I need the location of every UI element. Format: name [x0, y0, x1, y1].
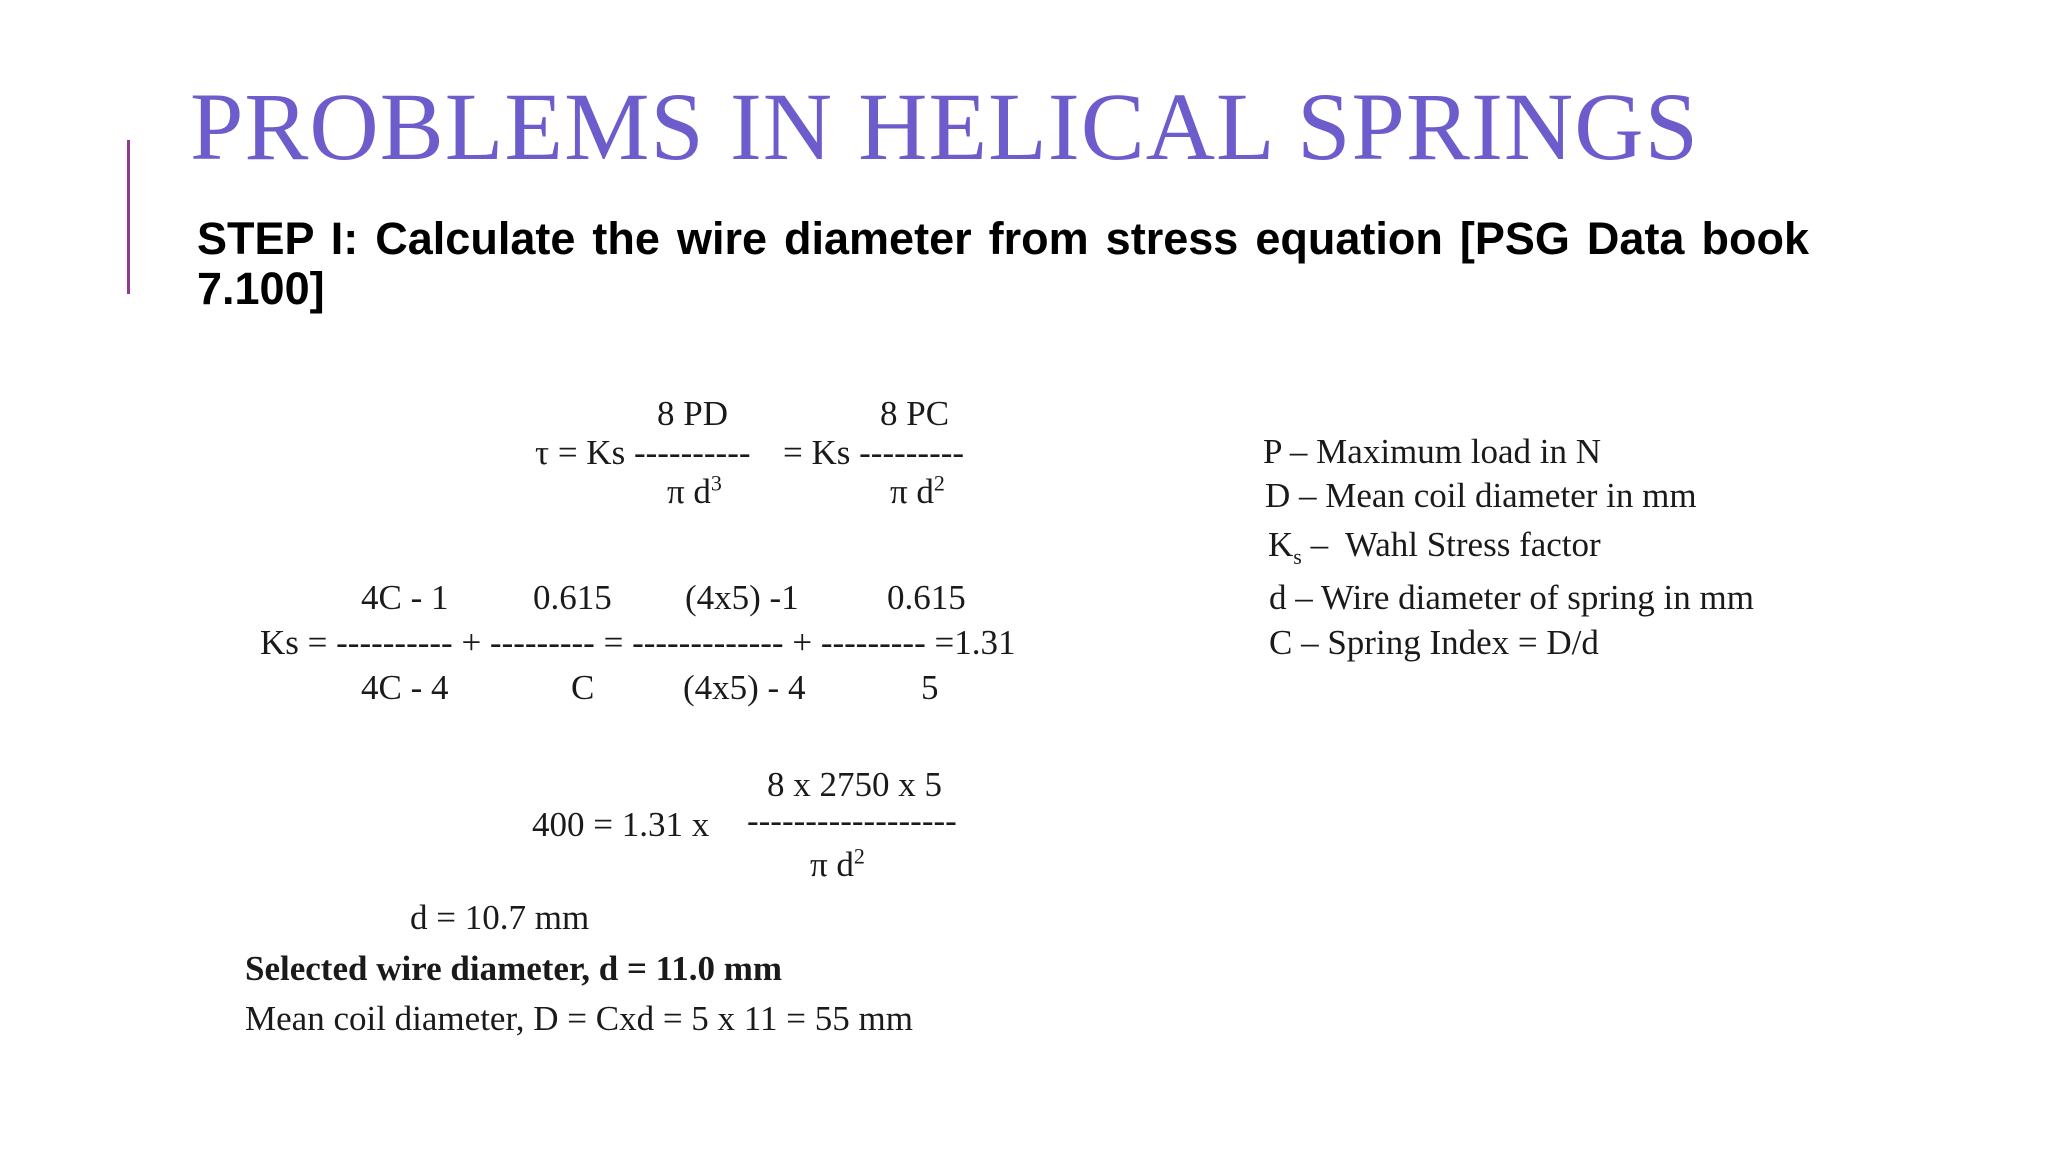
slide-accent-bar: [127, 140, 130, 294]
eq1-numerator-pc: 8 PC: [880, 394, 950, 433]
eq2-numerator-4: 0.615: [887, 578, 966, 617]
slide-title: PROBLEMS IN HELICAL SPRINGS: [190, 73, 1699, 180]
eq1-denominator-2: π $d^2$: [890, 470, 945, 511]
selected-diameter: Selected wire diameter, d = 11.0 mm: [245, 949, 783, 988]
mean-coil-diameter: Mean coil diameter, D = Cxd = 5 x 11 = 55 mm: [245, 999, 913, 1038]
eq2-denominator-4: 5: [921, 668, 939, 707]
step-heading: STEP I: Calculate the wire diameter from stress equation [PSG Data book 7.100]: [197, 213, 1809, 314]
result-line: d = 10.7 mm: [410, 898, 590, 937]
eq3-denominator: π $d^2$: [810, 843, 865, 884]
eq2-denominator-1: 4C - 4: [361, 668, 449, 707]
eq2-denominator-2: C: [571, 668, 595, 707]
legend-ks: $K_s$ – Wahl Stress factor: [1268, 525, 1601, 569]
eq2-denominator-3: (4x5) - 4: [683, 668, 806, 707]
legend-c: C – Spring Index = D/d: [1269, 623, 1599, 662]
eq1-lhs: τ = Ks ----------: [535, 433, 751, 472]
eq1-numerator-pd: 8 PD: [657, 394, 728, 433]
eq1-denominator-1: π $d^3$: [667, 470, 722, 511]
legend-d-wire: d – Wire diameter of spring in mm: [1269, 578, 1754, 617]
eq2-numerator-3: (4x5) -1: [685, 578, 799, 617]
eq2-numerator-1: 4C - 1: [361, 578, 449, 617]
eq1-middle: = Ks ---------: [783, 433, 965, 472]
eq3-numerator: 8 x 2750 x 5: [767, 765, 942, 804]
equation-image: [245, 380, 1840, 1060]
legend-d-mean: D – Mean coil diameter in mm: [1265, 476, 1697, 515]
eq2-line: Ks = ---------- + --------- = ------------- + --------- =1.31: [260, 623, 1016, 662]
legend-p: P – Maximum load in N: [1263, 432, 1602, 471]
eq3-lhs: 400 = 1.31 x: [532, 805, 710, 844]
eq3-dashes: ------------------: [747, 801, 957, 840]
eq2-numerator-2: 0.615: [533, 578, 612, 617]
